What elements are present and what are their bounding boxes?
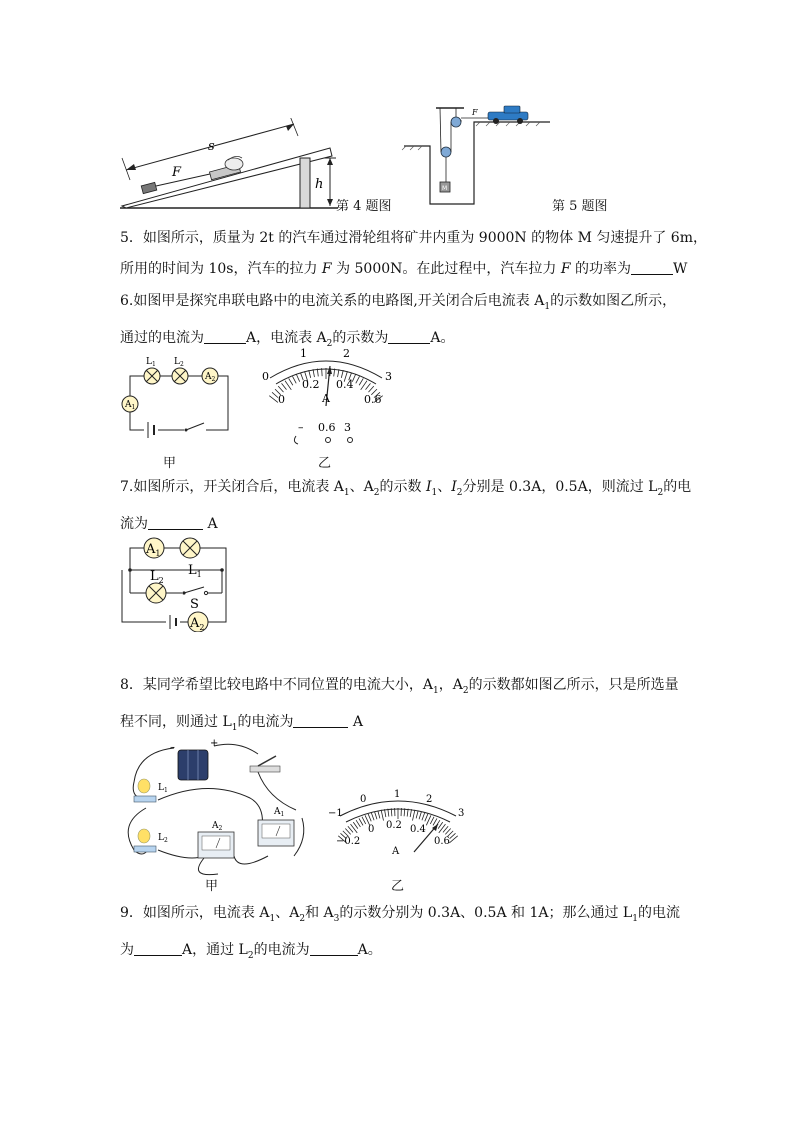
svg-text:0.2: 0.2 <box>386 820 402 831</box>
dial-tick <box>416 811 418 819</box>
fig5-F-label: F <box>472 108 478 117</box>
svg-text:3: 3 <box>344 421 351 434</box>
svg-text:2: 2 <box>426 794 433 805</box>
svg-text:2: 2 <box>343 347 350 360</box>
fig4-h-label: h <box>315 177 324 192</box>
svg-text:A2: $A_2$ <box>190 616 205 632</box>
svg-text:L1: $L_1$ <box>188 563 202 579</box>
dial-tick <box>368 386 373 392</box>
q5-line-1: 5．如图所示，质量为 2t 的汽车通过滑轮组将矿井内重为 9000N 的物体 M 匀速提升了 6m， <box>120 230 707 246</box>
svg-text:0: 0 <box>360 794 367 805</box>
dial-tick <box>371 813 374 821</box>
svg-text:A1: $A_1$ <box>274 807 285 818</box>
q7-answer-blank[interactable] <box>148 515 203 530</box>
svg-text:0.4: 0.4 <box>336 378 354 391</box>
dial-tick <box>422 813 425 821</box>
figure-5-pulley <box>400 100 560 208</box>
dial-tick <box>419 812 421 820</box>
fig6-yi-caption: 乙 <box>318 456 332 471</box>
svg-text:S: S <box>190 597 199 612</box>
dial-tick <box>439 824 446 833</box>
dial-tick <box>353 822 358 829</box>
dial-tick <box>381 810 383 821</box>
question-6: 6.如图甲是探究串联电路中的电流关系的电路图,开关闭合后电流表 $A_1$的示数如图乙所示， 通过的电流为 A，电流表 $A_2$的示数为 A。 <box>120 293 677 349</box>
svg-text:A: A <box>392 846 400 857</box>
dial-tick <box>351 824 358 833</box>
figure-8-yi-ammeter <box>322 786 472 858</box>
svg-text:–: – <box>170 742 175 753</box>
svg-text:0: 0 <box>278 393 285 406</box>
svg-text:1: 1 <box>300 347 307 360</box>
figure-8-jia-physical-circuit <box>118 738 318 878</box>
dial-tick <box>375 812 377 820</box>
dial-tick <box>368 814 371 821</box>
fig5-M-label: M <box>442 185 448 192</box>
dial-tick <box>348 826 353 832</box>
dial-tick <box>384 809 385 817</box>
dial-tick <box>359 378 363 385</box>
svg-text:1: 1 <box>394 789 401 800</box>
svg-text:+: + <box>210 738 219 749</box>
svg-text:A1: $A_1$ <box>146 542 161 558</box>
dial-tick <box>356 376 360 383</box>
question-5: 5．如图所示，质量为 2t 的汽车通过滑轮组将矿井内重为 9000N 的物体 M 匀速提升了 6m， 所用的时间为 10s，汽车的拉力 F 为 5000N。在此过程中，汽车拉力 F 的功率为 W <box>120 223 680 285</box>
dial-tick <box>433 818 437 825</box>
svg-text:L1: $L_1$ <box>158 783 168 794</box>
svg-text:0.2: 0.2 <box>302 378 320 391</box>
svg-text:A2: $A_2$ <box>212 821 223 832</box>
dial-tick <box>282 383 287 389</box>
svg-text:3: 3 <box>458 808 465 819</box>
dial-tick <box>292 376 296 383</box>
figure-6-yi-ammeter <box>252 344 400 446</box>
svg-text:A: A <box>322 392 330 405</box>
dial-tick <box>366 383 371 389</box>
svg-text:0: 0 <box>262 370 269 383</box>
q8-answer-blank[interactable] <box>293 713 348 728</box>
fig6-jia-caption: 甲 <box>163 456 177 471</box>
dial-tick <box>449 836 457 843</box>
dial-tick <box>430 817 434 824</box>
dial-tick <box>359 818 363 825</box>
question-7: 7.如图所示，开关闭合后，电流表 $A_1$、$A_2$的示数 $I_1$、$I_2$分别是 0.3A，0.5A，则流过 $L_2$的电 流为 A <box>120 479 692 532</box>
dial-tick <box>413 810 415 821</box>
q9-answer-blank-1[interactable] <box>134 941 182 956</box>
dial-tick <box>438 822 443 829</box>
figure-4-incline <box>118 118 340 216</box>
svg-text:0.6: 0.6 <box>434 836 450 847</box>
q9-answer-blank-2[interactable] <box>310 941 358 956</box>
svg-text:L1: $L_1$ <box>146 357 156 368</box>
dial-tick <box>296 374 299 381</box>
fig4-F-label: F <box>172 165 182 180</box>
svg-text:–: – <box>298 421 304 434</box>
svg-text:−1: −1 <box>328 808 343 819</box>
dial-tick <box>341 370 343 378</box>
q5-answer-blank[interactable] <box>631 260 673 275</box>
dial-tick <box>450 833 456 838</box>
dial-tick <box>278 386 283 392</box>
svg-text:0.4: 0.4 <box>410 824 426 835</box>
dial-tick <box>362 817 366 824</box>
svg-text:L2: $L_2$ <box>150 569 164 585</box>
svg-text:0: 0 <box>368 824 375 835</box>
q6-answer-blank-2[interactable] <box>388 329 430 344</box>
dial-tick <box>378 811 380 819</box>
dial-tick <box>443 826 448 832</box>
fig5-caption: 第 5 题图 <box>552 199 608 214</box>
svg-text:0.6: 0.6 <box>364 393 382 406</box>
svg-text:A1: $A_1$ <box>125 400 136 411</box>
svg-text:L2: $L_2$ <box>174 357 184 368</box>
dial-tick <box>445 828 450 834</box>
svg-text:−0.2: −0.2 <box>336 836 361 847</box>
question-9: 9．如图所示，电流表 $A_1$、$A_2$和 $A_3$的示数分别为 0.3A、0.5A 和 1A；那么通过 $L_1$的电流 为 A，通过 $L_2$的电流为 A。 <box>120 905 680 961</box>
fig8-yi-caption: 乙 <box>391 879 405 894</box>
svg-text:A2: $A_2$ <box>205 372 216 383</box>
svg-text:0.6: 0.6 <box>318 421 336 434</box>
q6-answer-blank-1[interactable] <box>204 329 246 344</box>
figure-7-circuit <box>118 536 230 632</box>
svg-text:L2: $L_2$ <box>158 833 168 844</box>
fig4-s-label: s <box>208 139 215 154</box>
dial-tick <box>356 820 360 827</box>
question-8: 8．某同学希望比较电路中不同位置的电流大小，$A_1$，$A_2$的示数都如图乙所示，只是所选量 程不同，则通过 $L_1$的电流为 A <box>120 677 679 733</box>
dial-tick <box>289 378 293 385</box>
fig8-jia-caption: 甲 <box>205 879 219 894</box>
fig4-caption: 第 4 题图 <box>336 199 392 214</box>
dial-tick <box>309 370 311 378</box>
dial-tick <box>425 814 428 821</box>
dial-tick <box>345 828 350 834</box>
svg-text:3: 3 <box>385 370 392 383</box>
figure-6-jia-circuit <box>118 352 230 438</box>
dial-tick <box>410 809 411 817</box>
